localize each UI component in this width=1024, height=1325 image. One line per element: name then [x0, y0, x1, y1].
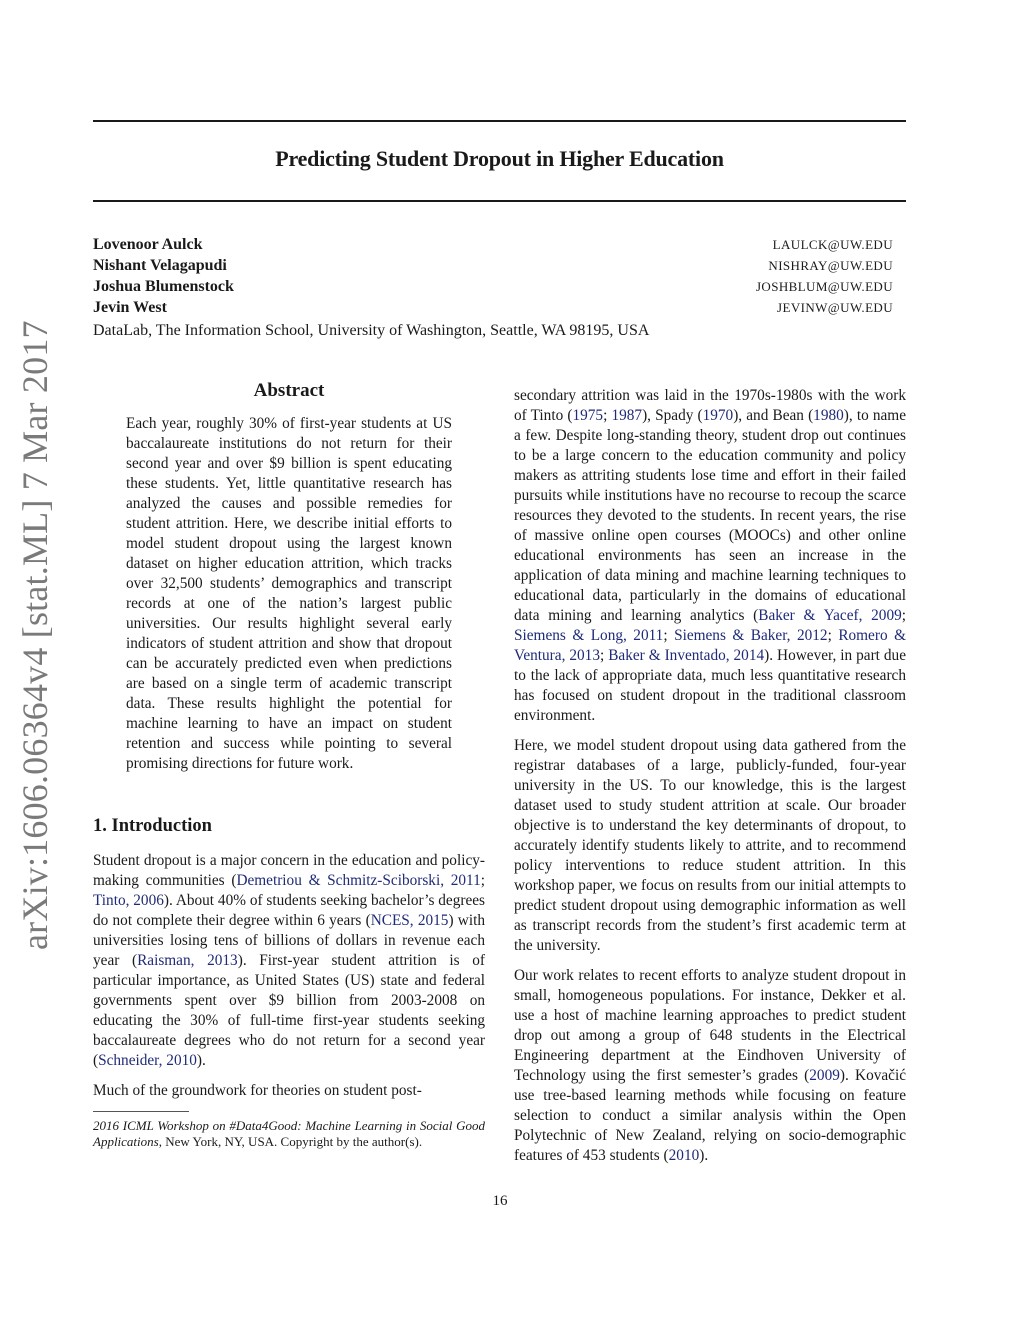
page-number: 16 [492, 1193, 508, 1209]
right-column [514, 386, 906, 1176]
body-text: Our work relates to recent efforts to analyze student dropout in small, homogeneous populations. For instance, Dekker et al. use a host of machine learning approaches to predict student drop out among a group of 648 students in the Electrical Engineering department at the Eindhoven University of Technology using the first semester’s grades ( [514, 967, 906, 1084]
intro-paragraph-2-start: Much of the groundwork for theories on student post- [93, 1082, 422, 1099]
author-name: Jevin West [93, 299, 167, 316]
intro-paragraph-2-cont [514, 386, 906, 726]
body-text: ; [603, 407, 612, 424]
title-rule-bottom [93, 200, 906, 202]
author-email[interactable]: LAULCK@UW.EDU [772, 237, 893, 252]
abstract-text: Each year, roughly 30% of first-year students at US baccalaureate institutions do not return for their second year and over $9 billion is spent educating these students. Yet, little quantitative research has analyzed the causes and possible remedies for student attrition. Here, we describe initial efforts to model student dropout using the largest known dataset on higher education attrition, which tracks over 32,500 students’ demographics and transcript records at one of the nation’s largest public universities. Our results highlight several early indicators of student attrition and show that dropout can be accurately predicted even when predictions are based on a single term of academic transcript data. These results highlight the potential for machine learning to have an impact on student retention and success while pointing to several promising directions for future work. [126, 415, 452, 772]
author-row [93, 276, 893, 297]
body-text: ). [196, 1052, 206, 1069]
body-text: ; [827, 627, 839, 644]
body-text: ; [663, 627, 675, 644]
footnote-rest: , New York, NY, USA. Copyright by the author(s). [158, 1134, 423, 1149]
author-name: Joshua Blumenstock [93, 278, 234, 295]
body-text: Student dropout is a major concern in the education and policy-making communities ( [93, 852, 485, 889]
citation-link[interactable]: 2009 [809, 1067, 840, 1084]
citation-link[interactable]: NCES, 2015 [370, 912, 449, 929]
body-text: ). However, in part due to the lack of appropriate data, much less quantitative research has focused on student dropout in the traditional classroom environment. [514, 647, 906, 724]
body-text: secondary attrition was laid in the 1970s-1980s with the work of Tinto ( [514, 387, 906, 424]
citation-link[interactable]: 1980 [813, 407, 844, 424]
intro-paragraph-1 [93, 851, 485, 1071]
citation-link[interactable]: 1970 [702, 407, 734, 424]
abstract-heading: Abstract [253, 380, 325, 401]
title-rule-top [93, 120, 906, 122]
author-row [93, 234, 893, 255]
author-row [93, 297, 893, 318]
author-email[interactable]: JOSHBLUM@UW.EDU [755, 279, 893, 294]
body-text: ) with universities losing tens of billions of dollars in revenue each year ( [93, 912, 485, 969]
body-text: ). About 40% of students seeking bachelor’s degrees do not complete their degree within 6 years ( [93, 892, 485, 929]
intro-paragraph-4 [514, 966, 906, 1166]
author-block [93, 234, 893, 342]
citation-link[interactable]: Siemens & Baker, 2012 [674, 627, 828, 644]
left-column [93, 380, 485, 1150]
citation-link[interactable]: Baker & Yacef, 2009 [758, 607, 902, 624]
footnote [93, 1118, 485, 1150]
intro-paragraph-3: Here, we model student dropout using data gathered from the registrar databases of a large, publicly-funded, four-year university in the US. To our knowledge, this is the largest dataset used to study student attrition at scale. Our broader objective is to understand the key determinants of dropout, to accurately identify students likely to attrite, and to recommend policy interventions to reduce student attrition. In this workshop paper, we focus on results from our initial attempts to predict student dropout using demographic information as well as transcript records from the student’s first academic term at the university. [514, 737, 906, 954]
body-text: ), Spady ( [642, 407, 703, 424]
author-row [93, 255, 893, 276]
citation-link[interactable]: Siemens & Long, 2011 [514, 627, 664, 644]
citation-link[interactable]: 1987 [611, 407, 643, 424]
author-email[interactable]: JEVINW@UW.EDU [777, 300, 893, 315]
section-heading-introduction: 1. Introduction [93, 816, 212, 836]
body-text: ). Kovačić use tree-based learning methods while focusing on feature selection to conduct a similar analysis within the Open Polytechnic of New Zealand, relying on socio-demographic features of 453 students ( [514, 1067, 906, 1164]
affiliation: DataLab, The Information School, University of Washington, Seattle, WA 98195, USA [93, 322, 650, 339]
body-text: ), and Bean ( [733, 407, 814, 424]
footnote-rule [93, 1111, 189, 1112]
body-text: ), to name a few. Despite long-standing theory, student drop out continues to be a large concern to the education community and policy makers as attriting students lose time and effort in their failed pursuits while institutions have no recourse to recoup the scarce resources they devoted to the students. In recent years, the rise of massive online open courses (MOOCs) and other online educational environments has seen an increase in the application of data mining and machine learning techniques to educational data, particularly in the domains of educational data mining and learning analytics ( [514, 407, 907, 624]
body-text: ; [901, 607, 907, 624]
footnote-venue: 2016 ICML Workshop on #Data4Good: Machine Learning in Social Good Applications [93, 1118, 485, 1149]
author-email[interactable]: NISHRAY@UW.EDU [768, 258, 893, 273]
citation-link[interactable]: Raisman, 2013 [137, 952, 238, 969]
citation-link[interactable]: 1975 [572, 407, 604, 424]
body-text: ; [480, 872, 486, 889]
citation-link[interactable]: Schneider, 2010 [98, 1052, 197, 1069]
citation-link[interactable]: Romero & Ventura, 2013 [514, 627, 906, 664]
author-name: Nishant Velagapudi [93, 257, 227, 274]
arxiv-stamp: arXiv:1606.06364v4 [stat.ML] 7 Mar 2017 [15, 320, 55, 950]
paper-title: Predicting Student Dropout in Higher Education [275, 146, 724, 171]
author-name: Lovenoor Aulck [93, 236, 203, 253]
body-text: ). First-year student attrition is of particular importance, as United States (US) state and federal governments spent over $9 billion from 2003-2008 on educating the 30% of full-time first-year students seeking baccalaureate degrees who do not return for a second year ( [93, 952, 485, 1069]
citation-link[interactable]: 2010 [668, 1147, 700, 1164]
citation-link[interactable]: Baker & Inventado, 2014 [608, 647, 765, 664]
body-text: ; [599, 647, 609, 664]
body-text: ). [699, 1147, 709, 1164]
citation-link[interactable]: Demetriou & Schmitz-Sciborski, 2011 [236, 872, 481, 889]
citation-link[interactable]: Tinto, 2006 [93, 892, 164, 909]
